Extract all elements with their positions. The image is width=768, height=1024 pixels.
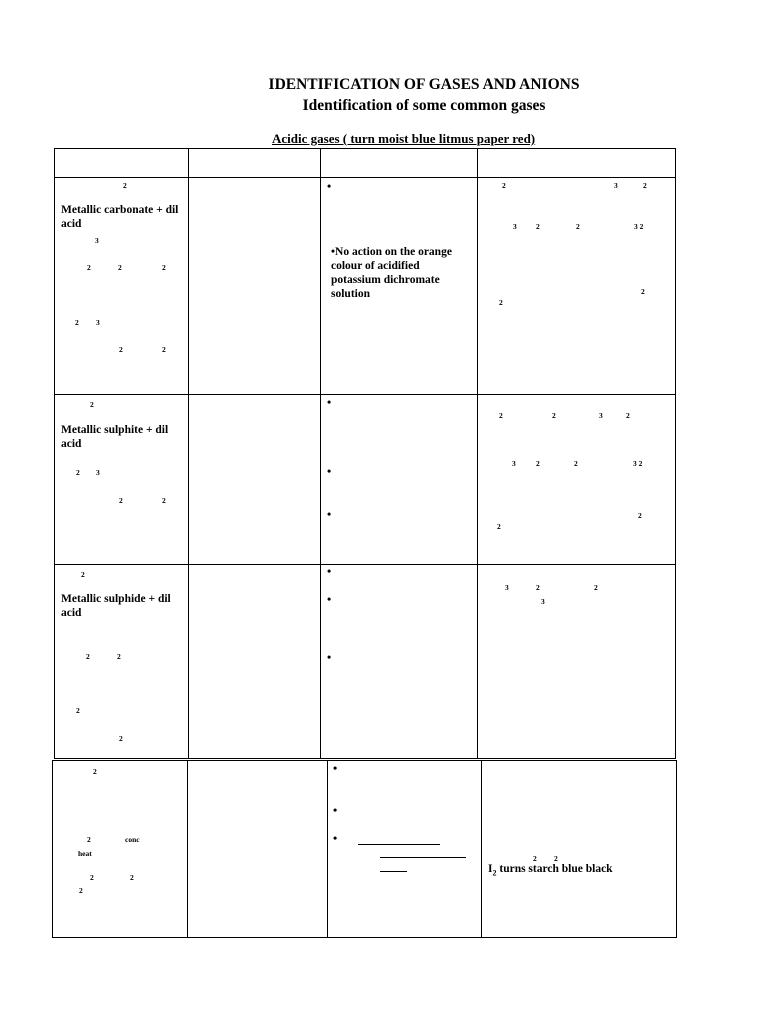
- formula-fragment: 2: [626, 411, 630, 420]
- formula-fragment: 2: [118, 263, 122, 272]
- result-suffix: turns starch blue black: [496, 863, 613, 875]
- formula-fragment: 2: [574, 459, 578, 468]
- formula-fragment: 2: [130, 873, 134, 882]
- formula-fragment: 2: [123, 181, 127, 190]
- header-cell-2: [188, 148, 321, 178]
- blank-line: [358, 844, 440, 845]
- row3-cell-4: [477, 564, 676, 759]
- bullet-icon: •: [327, 507, 332, 521]
- formula-fragment: 2: [536, 222, 540, 231]
- row1-cell-4: [477, 177, 676, 395]
- formula-fragment: 2: [499, 411, 503, 420]
- bullet-icon: •: [327, 650, 332, 664]
- blank-line: [380, 871, 407, 872]
- row4-cell-3: [327, 760, 482, 938]
- bullet-icon: •: [327, 179, 332, 193]
- formula-fragment: 3: [505, 583, 509, 592]
- formula-fragment: 3 2: [634, 222, 644, 231]
- formula-fragment: 3: [541, 597, 545, 606]
- formula-fragment: 2: [76, 468, 80, 477]
- bullet-icon: •: [333, 831, 338, 845]
- row1-test-note: •No action on the orange colour of acidified potassium dichromate solution: [331, 246, 452, 300]
- blank-line: [380, 857, 466, 858]
- header-cell-1: [54, 148, 189, 178]
- row2-cell-4: [477, 394, 676, 565]
- row1-cell-2: [188, 177, 321, 395]
- formula-fragment: 2: [90, 400, 94, 409]
- formula-fragment: 2: [162, 345, 166, 354]
- row4-cell-2: [187, 760, 328, 938]
- document-subtitle: Identification of some common gases: [302, 97, 546, 114]
- formula-fragment: 2: [119, 734, 123, 743]
- bullet-icon: •: [327, 564, 332, 578]
- formula-fragment: 2: [594, 583, 598, 592]
- row3-cell-3: [320, 564, 478, 759]
- row3-cell-2: [188, 564, 321, 759]
- row4-result-text: [488, 862, 673, 880]
- heat-label: heat: [78, 849, 92, 858]
- row2-source-text: Metallic sulphite + dil acid: [61, 424, 169, 450]
- formula-fragment: 3: [96, 318, 100, 327]
- formula-fragment: 2: [87, 263, 91, 272]
- bullet-icon: •: [327, 464, 332, 478]
- formula-fragment: 3: [513, 222, 517, 231]
- row2-cell-1: [54, 394, 189, 565]
- formula-fragment: 2: [643, 181, 647, 190]
- formula-fragment: 2: [79, 886, 83, 895]
- row1-source-text: Metallic carbonate + dil acid: [61, 204, 179, 230]
- formula-fragment: 3: [96, 468, 100, 477]
- formula-fragment: 2: [533, 854, 537, 863]
- formula-fragment: 2: [86, 652, 90, 661]
- bullet-icon: •: [333, 761, 338, 775]
- formula-fragment: 2: [552, 411, 556, 420]
- header-cell-3: [320, 148, 478, 178]
- header-cell-4: [477, 148, 676, 178]
- formula-fragment: 2: [93, 767, 97, 776]
- row4-cell-4: [481, 760, 677, 938]
- formula-fragment: 3: [95, 236, 99, 245]
- row2-cell-2: [188, 394, 321, 565]
- formula-fragment: 2: [554, 854, 558, 863]
- formula-fragment: 2: [119, 496, 123, 505]
- formula-fragment: 2: [497, 522, 501, 531]
- formula-fragment: 2: [87, 835, 91, 844]
- row2-cell-3: [320, 394, 478, 565]
- formula-fragment: 2: [536, 459, 540, 468]
- formula-fragment: 3: [512, 459, 516, 468]
- formula-fragment: 2: [76, 706, 80, 715]
- result-prefix: I: [488, 863, 493, 875]
- formula-fragment: 3: [614, 181, 618, 190]
- formula-fragment: 2: [536, 583, 540, 592]
- formula-fragment: 3 2: [633, 459, 643, 468]
- conc-label: conc: [125, 835, 140, 844]
- bullet-icon: •: [327, 395, 332, 409]
- result-subscript: 2: [492, 868, 497, 878]
- document-title: IDENTIFICATION OF GASES AND ANIONS: [268, 76, 580, 93]
- section-heading: Acidic gases ( turn moist blue litmus paper red): [272, 131, 536, 146]
- formula-fragment: 2: [119, 345, 123, 354]
- row3-source-text: Metallic sulphide + dil acid: [61, 593, 171, 619]
- formula-fragment: 2: [162, 496, 166, 505]
- formula-fragment: 2: [502, 181, 506, 190]
- bullet-icon: •: [333, 803, 338, 817]
- formula-fragment: 2: [499, 298, 503, 307]
- formula-fragment: 2: [90, 873, 94, 882]
- formula-fragment: 2: [117, 652, 121, 661]
- row4-cell-1: [52, 760, 188, 938]
- formula-fragment: 2: [576, 222, 580, 231]
- formula-fragment: 2: [638, 511, 642, 520]
- formula-fragment: 2: [75, 318, 79, 327]
- formula-fragment: 2: [162, 263, 166, 272]
- formula-fragment: 2: [81, 570, 85, 579]
- formula-fragment: 2: [641, 287, 645, 296]
- formula-fragment: 3: [599, 411, 603, 420]
- bullet-icon: •: [327, 592, 332, 606]
